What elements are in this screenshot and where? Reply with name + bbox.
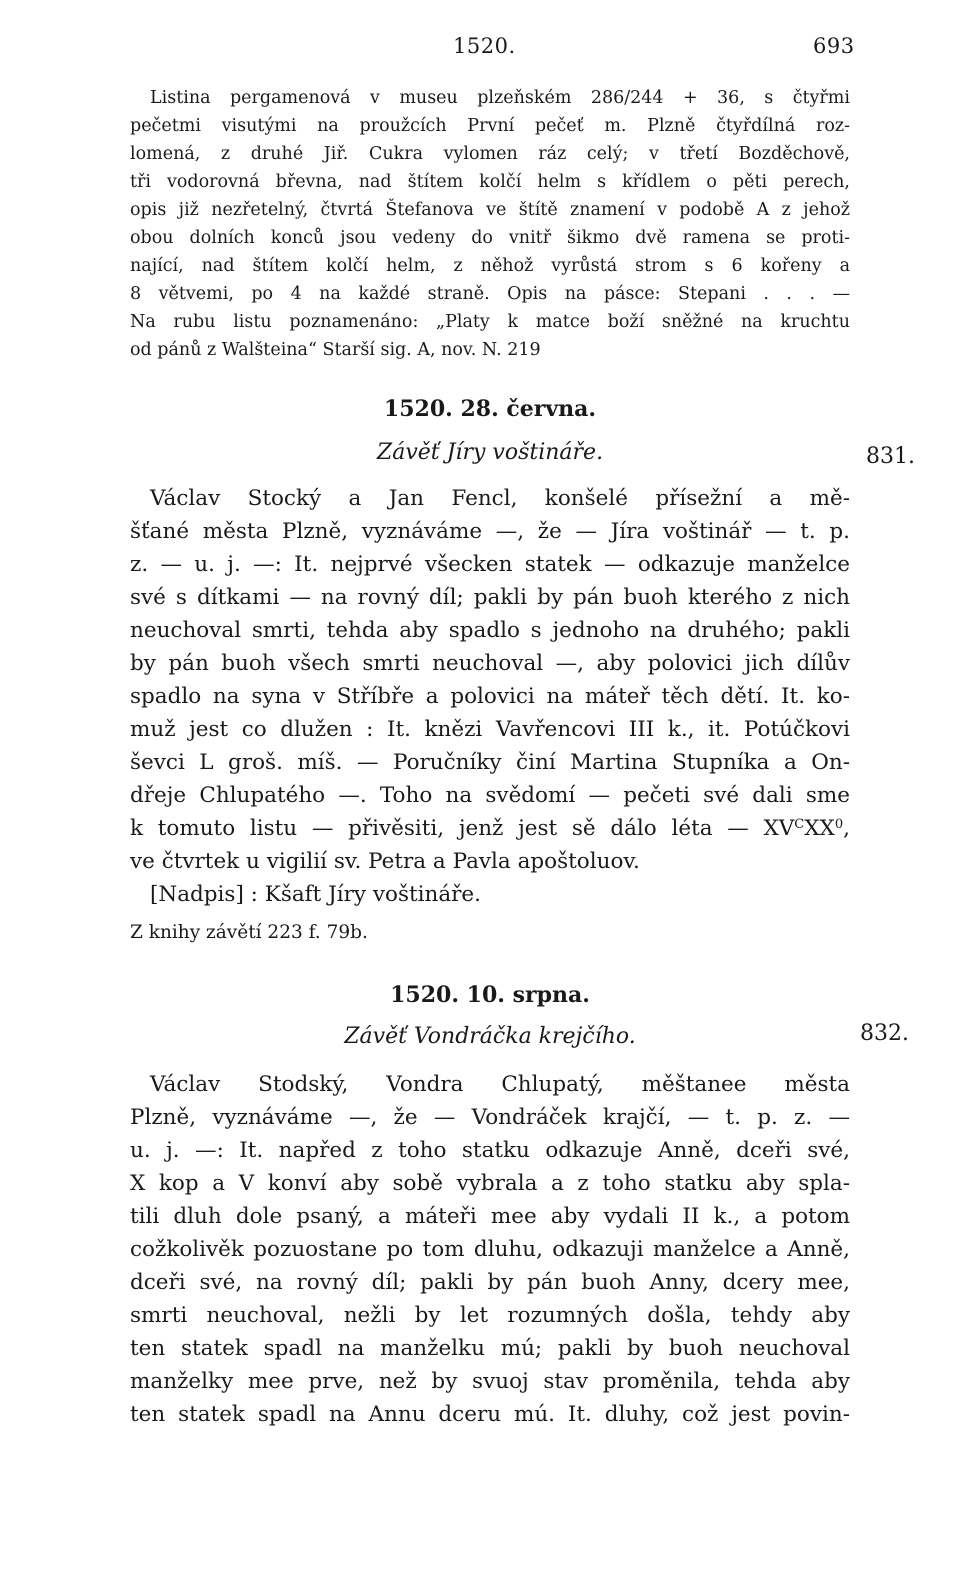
- entry-text-line: cožkolivěk pozuostane po tom dluhu, odkazuji manželce a Anně,: [130, 1237, 850, 1262]
- entry-text-line: Václav Stodský, Vondra Chlupatý, měštanee města: [150, 1072, 850, 1097]
- line-text: ,: [843, 816, 850, 841]
- entry-text-line: manželky mee prve, než by svuoj stav proměnila, tehda aby: [130, 1369, 850, 1394]
- line-text: XX: [804, 816, 835, 841]
- entry-source: Z knihy závětí 223 f. 79b.: [130, 922, 368, 943]
- entry-number: 832.: [860, 1021, 909, 1046]
- superscript: C: [794, 817, 805, 832]
- entry-number: 831.: [866, 444, 915, 469]
- entry-text-line: neuchoval smrti, tehda aby spadlo s jednoho na druhého; pakli: [130, 618, 850, 643]
- entry-text-line: by pán buoh všech smrti neuchoval —, aby polovici jich dílův: [130, 651, 850, 676]
- entry-text-line-with-date: [130, 816, 850, 841]
- entry-text-line: smrti neuchoval, nežli by let rozumných došla, tehdy aby: [130, 1303, 850, 1328]
- note-line: pečetmi visutými na proužcích První pečeť m. Plzně čtyřdílná roz-: [130, 116, 850, 136]
- entry-title: Závěť Vondráčka krejčího.: [344, 1024, 636, 1049]
- entry-text-line: Václav Stocký a Jan Fencl, konšelé přísežní a mě-: [150, 486, 850, 511]
- entry-text-line: dřeje Chlupatého —. Toho na svědomí — pečeti své dali sme: [130, 783, 850, 808]
- superscript: 0: [834, 817, 844, 832]
- entry-title: Závěť Jíry voštináře.: [376, 440, 604, 465]
- entry-date: 1520. 10. srpna.: [390, 982, 590, 1008]
- entry-text-line: ve čtvrtek u vigilií sv. Petra a Pavla apoštoluov.: [130, 849, 640, 874]
- note-line: od pánů z Walšteina“ Starší sig. A, nov. N. 219: [130, 340, 541, 360]
- note-line: Listina pergamenová v museu plzeňském 286/244 + 36, s čtyřmi: [150, 88, 850, 108]
- entry-text-line: šťané města Plzně, vyznáváme —, že — Jíra voštinář — t. p.: [130, 519, 850, 544]
- entry-text-line: X kop a V konví aby sobě vybrala a z toho statku aby spla-: [130, 1171, 850, 1196]
- entry-date: 1520. 28. června.: [383, 396, 597, 422]
- entry-text-line: ten statek spadl na manželku mú; pakli by buoh neuchoval: [130, 1336, 850, 1361]
- entry-text-line: z. — u. j. —: It. nejprvé všecken statek — odkazuje manželce: [130, 552, 850, 577]
- note-line: 8 větvemi, po 4 na každé straně. Opis na pásce: Stepani . . . —: [130, 284, 850, 304]
- entry-text-line: ten statek spadl na Annu dceru mú. It. dluhy, což jest povin-: [130, 1402, 850, 1427]
- note-line: opis již nezřetelný, čtvrtá Štefanova ve štítě znamení v podobě A z jehož: [130, 200, 850, 220]
- entry-inscription: [Nadpis] : Kšaft Jíry voštináře.: [150, 882, 481, 907]
- entry-text-line: muž jest co dlužen : It. knězi Vavřencovi III k., it. Potúčkovi: [130, 717, 850, 742]
- note-line: obou dolních konců jsou vedeny do vnitř šikmo dvě ramena se proti-: [130, 228, 850, 248]
- line-text: k tomuto listu — přivěsiti, jenž jest sě dálo léta — XV: [130, 816, 795, 841]
- entry-text-line: u. j. —: It. napřed z toho statku odkazuje Anně, dceři své,: [130, 1138, 850, 1163]
- entry-text-line: spadlo na syna v Stříbře a polovici na máteř těch dětí. It. ko-: [130, 684, 850, 709]
- entry-text-line: ševci L groš. míš. — Poručníky činí Martina Stupníka a On-: [130, 750, 850, 775]
- note-line: tři vodorovná břevna, nad štítem kolčí helm s křídlem o pěti perech,: [130, 172, 850, 192]
- running-header-year: 1520.: [453, 34, 516, 58]
- entry-text-line: své s dítkami — na rovný díl; pakli by pán buoh kterého z nich: [130, 585, 850, 610]
- entry-text-line: tili dluh dole psaný, a máteři mee aby vydali II k., a potom: [130, 1204, 850, 1229]
- page-number: 693: [813, 34, 855, 58]
- note-line: Na rubu listu poznamenáno: „Platy k matce boží sněžné na kruchtu: [130, 312, 850, 332]
- entry-text-line: dceři své, na rovný díl; pakli by pán buoh Anny, dcery mee,: [130, 1270, 850, 1295]
- entry-text-line: Plzně, vyznáváme —, že — Vondráček krajčí, — t. p. z. —: [130, 1105, 850, 1130]
- note-line: lomená, z druhé Jiř. Cukra vylomen ráz celý; v třetí Bozděchově,: [130, 144, 850, 164]
- note-line: nající, nad štítem kolčí helm, z něhož vyrůstá strom s 6 kořeny a: [130, 256, 850, 276]
